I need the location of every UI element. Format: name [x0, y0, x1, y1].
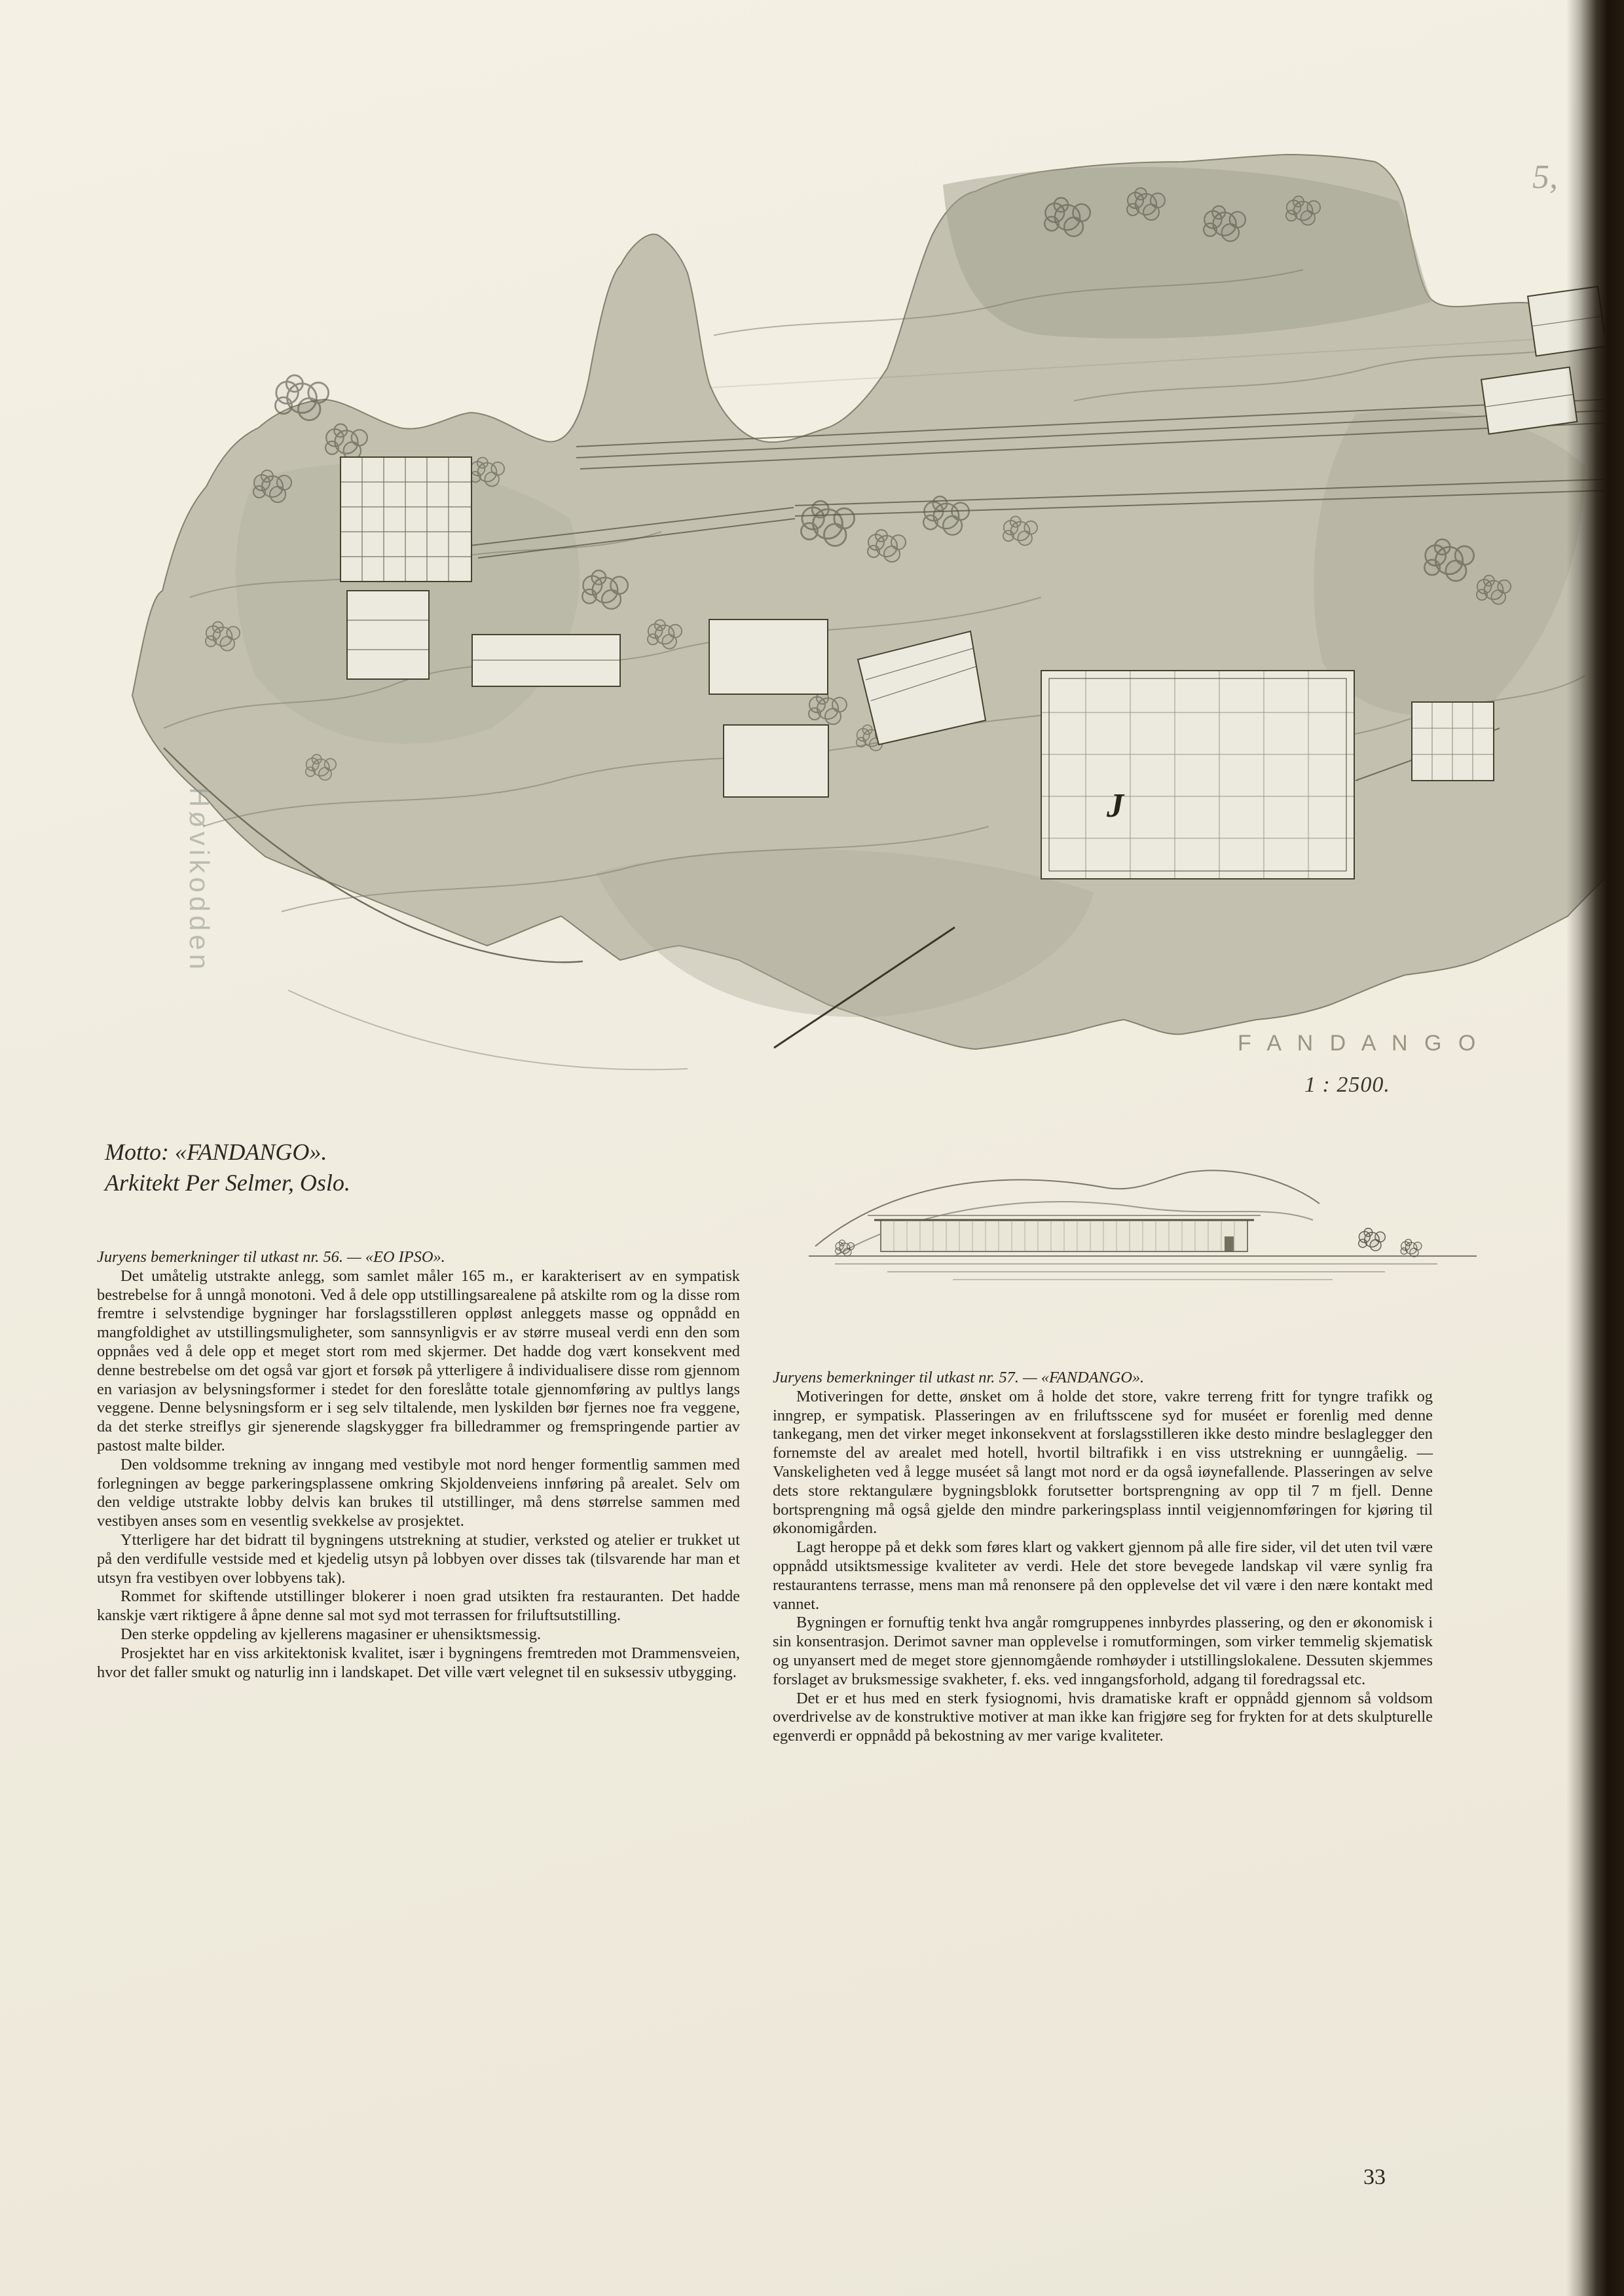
stamp-hovikodden: Høvikodden — [184, 787, 215, 974]
jury-remarks-entry-57 — [773, 1369, 1433, 1746]
site-plan-drawing — [124, 139, 1604, 1095]
paragraph: Bygningen er fornuftig tenkt hva angår romgruppenes innbyrdes plassering, og den er økonomisk i sin konsentrasjon. Derimot savner man opplevelse i romutformingen, som virker temmelig skjematisk og unyansert med de meget store gjennomgående romhøyder i utstillingslokalene. Dessuten skjemmes forslaget av bruksmessige svakheter, f. eks. ved inngangsforhold, adgang til foredragssal etc. — [773, 1614, 1433, 1688]
paragraph: Det er et hus med en sterk fysiognomi, hvis dramatiske kraft er oppnådd gjennom så voldsom overdrivelse av de konstruktive motiver at man ikke kan frigjøre seg for frykten for at dets skulpturelle egenverdi er oppnådd på bekostning av mer varige kvaliteter. — [773, 1689, 1433, 1745]
pencil-mark-j: J — [1107, 787, 1124, 824]
paragraph: Lagt heroppe på et dekk som føres klart og vakkert gjennom på alle fire sider, vil det uten tvil være oppnådd utsiktsmessige kvaliteter av verdi. Hele det store bevegede landskap vil være synlig fra restaurantens terrasse, mens man må renonsere på den opplevelse det vil være i den nære kontakt med vannet. — [773, 1538, 1433, 1613]
caption-architect: Arkitekt Per Selmer, Oslo. — [105, 1170, 350, 1196]
corner-pencil-mark: 5, — [1532, 158, 1558, 196]
plan-scale-note: 1 : 2500. — [1304, 1073, 1390, 1097]
paragraph: Rommet for skiftende utstillinger blokerer i noen grad utsikten fra restauranten. Det hadde kanskje vært riktigere å åpne denne sal mot syd mot terrassen for friluftsutstilling. — [97, 1587, 740, 1625]
jury-remarks-entry-56 — [97, 1248, 740, 1682]
project-caption — [105, 1137, 350, 1198]
caption-motto: Motto: «FANDANGO». — [105, 1139, 327, 1165]
left-column-heading: Juryens bemerkninger til utkast nr. 56. — «EO IPSO». — [97, 1248, 445, 1266]
right-column-heading: Juryens bemerkninger til utkast nr. 57. — «FANDANGO». — [773, 1369, 1145, 1386]
paragraph: Den voldsomme trekning av inngang med vestibyle mot nord henger formentlig sammen med forlegningen av begge parkeringsplassene omkring Skjoldenveiens innføring på arealet. Selv om den veldige utstrakte lobby delvis kan brukes til utstillinger, må dens størrelse sammen med vestibyen anses som en vesentlig svekkelse av prosjektet. — [97, 1455, 740, 1530]
elevation-sketch — [796, 1158, 1490, 1292]
plan-motto-label: F A N D A N G O — [1238, 1031, 1481, 1056]
paragraph: Det umåtelig utstrakte anlegg, som samlet måler 165 m., er karakterisert av en sympatisk bestrebelse for å unngå monotoni. Ved å dele opp utstillingsarealene på atskilte rom og la disse rom fremtre i selvstendige bygninger har forslagsstilleren oppløst anleggets masse og oppnådd en mangfoldighet av utstillingsmuligheter, som sannsynligvis er av større museal verdi enn den som oppnåes ved å dele opp et meget stort rom med skjermer. Det hadde dog vært konsekvent med denne bestrebelse om det også var gjort et forsøk på ytterligere å individualisere disse rom gjennom en variasjon av belysningsformer i stedet for den foreslåtte totale gjennomføring av pultlys langs veggene. Denne belysningsform er i seg selv tiltalende, men lyskilden bør fjernes noe fra veggene, da det sterke streiflys gir sjenerende slagskygger fra billedrammer og fremspringende partier av pastost malte bilder. — [97, 1267, 740, 1454]
page-number: 33 — [1363, 2165, 1386, 2189]
paragraph: Prosjektet har en viss arkitektonisk kvalitet, især i bygningens fremtreden mot Drammensveien, hvor det faller smukt og naturlig inn i landskapet. Det ville vært velegnet til en suksessiv utbygging. — [97, 1644, 740, 1681]
paragraph: Den sterke oppdeling av kjellerens magasiner er uhensiktsmessig. — [120, 1625, 542, 1643]
paragraph: Ytterligere har det bidratt til bygningens utstrekning at studier, verksted og atelier er trukket ut på den verdifulle vestside med et kjedelig utsyn på lobbyen over disses tak (tilsvarende har man et utsyn fra vestibyen over lobbyens tak). — [97, 1530, 740, 1587]
scan-gutter-shadow — [1566, 0, 1624, 2296]
paragraph: Motiveringen for dette, ønsket om å holde det store, vakre terreng fritt for tyngre trafikk og inngrep, er sympatisk. Plasseringen av en friluftsscene syd for muséet er forenlig med denne tankegang, men det virker meget inkonsekvent at forslagsstilleren ikke desto mindre beslaglegger den fornemste del av arealet med hotell, hvortil biltrafikk i en viss utstrekning er uunngåelig. — Vanskeligheten ved å legge muséet så langt mot nord er da også iøynefallende. Plasseringen av selve dets store rektangulære bygningsblokk forutsetter bortsprengning av opp til 7 m fjell. Denne bortsprengning må også gjelde den mindre parkeringsplass inntil veigjennomføringen for kjøring til økonomigården. — [773, 1387, 1433, 1538]
